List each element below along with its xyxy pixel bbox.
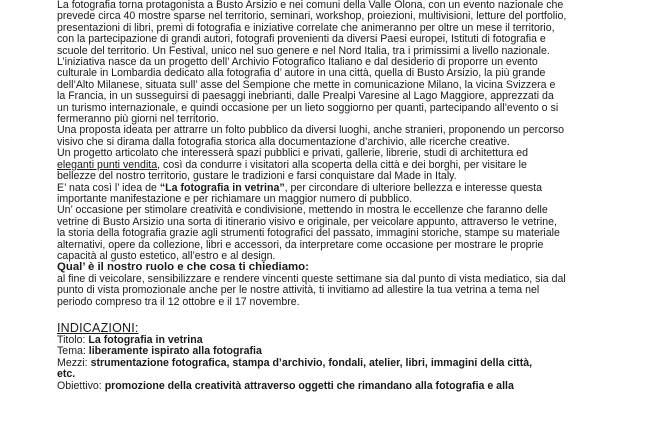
text-line: La fotografia torna protagonista a Busto Arsizio e nei comuni della Valle Olona, con un evento nazionale che (57, 0, 564, 11)
field-label: Obiettivo: (57, 379, 105, 392)
text-line: con la partecipazione di grandi autori, fotografi provenienti da diversi Paesi europei, Istituti di fotografia e (57, 33, 546, 46)
indicazioni-list (57, 335, 627, 392)
text-line: presentazioni di libri, premi di fotografia e iniziative correlate che animeranno per oltre un mese il territorio, (57, 21, 555, 34)
text-line: capacità al gusto estetico, all’estro e al design. (57, 249, 276, 262)
indicazione-mezzi-cont: etc. (57, 368, 76, 381)
text-line: visivo che si dirama dalla fotografia storica alla documentazione d’archivio, alle ricerche creative. (57, 135, 510, 148)
text-line: fermeranno più giorni nel territorio. (57, 113, 219, 126)
text-line: Un’ occasione per stimolare creatività e condivisione, mettendo in mostra le eccellenze che faranno delle (57, 204, 548, 217)
intro-paragraph (57, 0, 627, 57)
idea-paragraph (57, 183, 627, 206)
project-paragraph (57, 148, 627, 182)
underlined-phrase: eleganti punti vendita (57, 158, 158, 171)
text-line: L’iniziativa nasce da un progetto dell’ Archivio Fotografico Italiano e dal desiderio di proporre un evento (57, 56, 538, 69)
text-line: scuole del territorio. Un Festival, unico nel suo genere e nel Nord Italia, tra i primissimi a livello nazionale. (57, 44, 550, 57)
text-line: Una proposta ideata per attrarre un folto pubblico da diversi luoghi, anche stranieri, proponendo un percorso (57, 124, 565, 137)
field-value: La fotografia in vetrina (88, 333, 203, 346)
text-line: alternativi, opere da collezione, libri e accessori, da interpretare come occasione per mostrare le proprie (57, 238, 544, 251)
question-heading: Qual’ è il nostro ruolo e che cosa ti chiediamo: (57, 261, 309, 274)
indicazione-mezzi (57, 358, 627, 369)
text-line: la storia della fotografia grazie agli strumenti fotografici del passato, immagini storiche, stampe su materiale (57, 227, 560, 240)
request-paragraph (57, 274, 627, 308)
text-span: E’ nata così l’ idea de (57, 181, 160, 194)
text-line: periodo compreso tra il 12 ottobre e il 17 novembre. (57, 295, 300, 308)
event-title-bold: “La fotografia in vetrina” (159, 181, 285, 194)
occasion-paragraph (57, 205, 627, 262)
text-line: un turismo internazionale, e quindi occasione per un lieto soggiorno per quanti, partecipando all’evento o si (57, 101, 559, 114)
text-line: bellezze del nostro territorio, gustare le tradizioni e farsi conquistare dal Made in Italy. (57, 170, 457, 183)
field-value: promozione della creatività attraverso oggetti che rimandano alla fotografia e alla (104, 379, 514, 392)
field-value: liberamente ispirato alla fotografia (88, 345, 262, 358)
text-line: importante manifestazione e per richiamare un maggior numero di pubblico. (57, 192, 413, 205)
text-line: culturale in Lombardia dedicato alla fotografia d’ autore in una città, quella di Busto Arsizio, la più grande (57, 67, 546, 80)
text-line: Un progetto articolato che interesserà spazi pubblici e privati, gallerie, librerie, studi di architettura ed (57, 147, 529, 160)
text-line: la Francia, in un susseguirsi di paesaggi inebrianti, dalle Prealpi Varesine al Lago Maggiore, apprezzati da (57, 90, 554, 103)
text-line: vetrine di Busto Arsizio una sorta di itinerario visivo e originale, per veicolare appunto, attraverso le vetrine, (57, 215, 557, 228)
text-span: , così da condurre i visitatori alla scoperta della città e dei borghi, per visitare le (157, 158, 527, 171)
indicazione-obiettivo (57, 381, 627, 392)
field-label: Titolo: (57, 333, 89, 346)
text-span: , per circondare di ulteriore bellezza e interesse questa (284, 181, 542, 194)
origin-paragraph (57, 57, 627, 125)
document-body (57, 0, 627, 392)
text-line: prevede circa 40 mostre sparse nel territorio, seminari, workshop, proiezioni, multivisioni, letture del portfolio, (57, 10, 567, 23)
field-value: strumentazione fotografica, stampa d’archivio, fondali, atelier, libri, immagini della città, (90, 356, 533, 369)
proposal-paragraph (57, 125, 627, 148)
field-label: Tema: (57, 345, 89, 358)
indicazioni-heading: INDICAZIONI: (57, 320, 139, 335)
spacer (57, 308, 627, 321)
text-line: dell’Alto Milanese, situata sull’ asse del Sempione che mette in comunicazione Milano, la vicina Svizzera e (57, 78, 556, 91)
text-line: punto di vista promozionale anche per le nostre attività, ti invitiamo ad allestire la tua vetrina a tema nel (57, 284, 540, 297)
text-line: al fine di veicolare, sensibilizzare e rendere vincenti queste settimane sia dal punto di vista mediatico, sia dal (57, 272, 566, 285)
field-label: Mezzi: (57, 356, 91, 369)
